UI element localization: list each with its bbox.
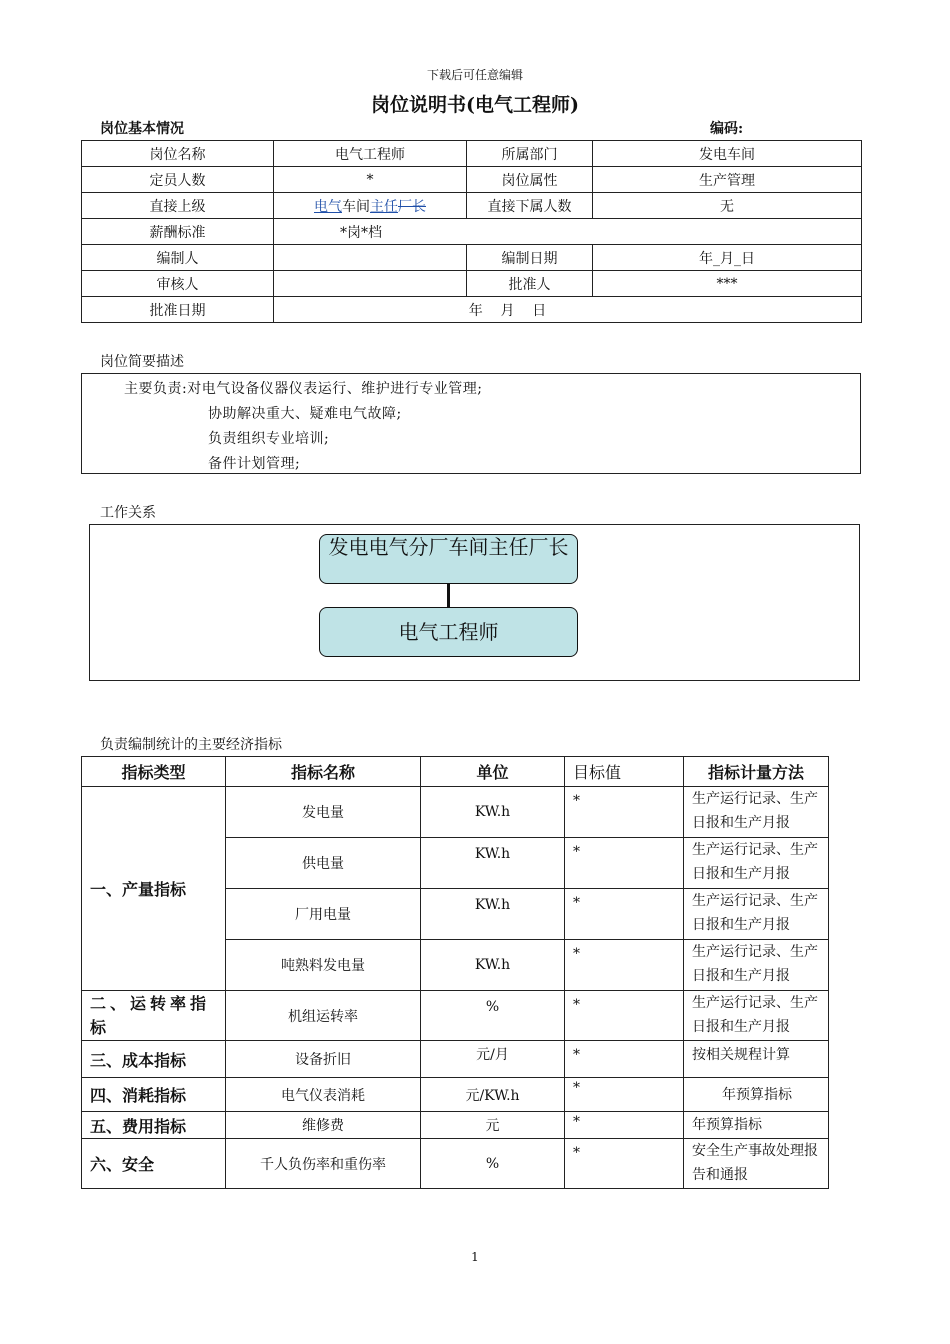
- table-row: [82, 193, 862, 219]
- table-row: [82, 1139, 829, 1189]
- column-header: 指标名称: [226, 757, 421, 787]
- table-row: [82, 167, 862, 193]
- page-number: 1: [471, 1250, 479, 1264]
- value-cell: 无: [593, 193, 862, 219]
- indicator-unit: KW.h: [421, 838, 565, 889]
- table-row: [82, 297, 862, 323]
- table-row: [82, 787, 829, 838]
- table-row: [82, 219, 862, 245]
- label-cell: 定员人数: [82, 167, 274, 193]
- label-cell: 批准人: [467, 271, 593, 297]
- column-header: 指标计量方法: [684, 757, 829, 787]
- description-line: 负责组织专业培训;: [208, 431, 330, 447]
- indicator-method: 生产运行记录、生产日报和生产月报: [684, 991, 829, 1041]
- value-cell: *岗*档: [274, 219, 862, 245]
- table-row: [82, 245, 862, 271]
- indicator-method: 生产运行记录、生产日报和生产月报: [684, 889, 829, 940]
- indicator-unit: %: [421, 1139, 565, 1189]
- value-cell: ***: [593, 271, 862, 297]
- indicator-method: 安全生产事故处理报告和通报: [684, 1139, 829, 1189]
- value-cell: 年 月 日: [274, 297, 862, 323]
- indicator-name: 吨熟料发电量: [226, 940, 421, 991]
- category-cell: 六、安全: [82, 1139, 226, 1189]
- value-cell: [274, 271, 467, 297]
- basic-info-table: [81, 140, 862, 323]
- superior-node: 发电电气分厂车间主任厂长: [319, 534, 578, 584]
- label-cell: 岗位属性: [467, 167, 593, 193]
- indicator-name: 厂用电量: [226, 889, 421, 940]
- indicator-method: 生产运行记录、生产日报和生产月报: [684, 838, 829, 889]
- indicator-name: 机组运转率: [226, 991, 421, 1041]
- indicator-method: 按相关规程计算: [684, 1041, 829, 1078]
- value-cell: [274, 245, 467, 271]
- value-cell: *: [274, 167, 467, 193]
- label-cell: 直接下属人数: [467, 193, 593, 219]
- supervisor-part: 车间: [342, 198, 370, 215]
- indicator-target: *: [565, 838, 684, 889]
- indicator-name: 设备折旧: [226, 1041, 421, 1078]
- description-section-label: 岗位简要描述: [100, 354, 184, 370]
- indicator-name: 维修费: [226, 1112, 421, 1139]
- indicators-section-label: 负责编制统计的主要经济指标: [100, 737, 282, 753]
- indicator-name: 千人负伤率和重伤率: [226, 1139, 421, 1189]
- indicator-method: 生产运行记录、生产日报和生产月报: [684, 940, 829, 991]
- column-header: 指标类型: [82, 757, 226, 787]
- category-cell: 一、产量指标: [82, 787, 226, 991]
- indicator-method: 年预算指标: [684, 1112, 829, 1139]
- table-row: [82, 991, 829, 1041]
- indicator-target: *: [565, 1112, 684, 1139]
- org-chart: [89, 524, 860, 681]
- label-cell: 编制日期: [467, 245, 593, 271]
- label-cell: 直接上级: [82, 193, 274, 219]
- supervisor-part-link[interactable]: 主任: [370, 198, 398, 215]
- header-row: [82, 757, 829, 787]
- table-row: [82, 1112, 829, 1139]
- table-row: [82, 141, 862, 167]
- indicators-table: [81, 756, 829, 1189]
- column-header: 单位: [421, 757, 565, 787]
- indicator-name: 供电量: [226, 838, 421, 889]
- indicator-target: *: [565, 787, 684, 838]
- document-title: 岗位说明书(电气工程师): [371, 94, 579, 116]
- indicator-method: 年预算指标: [684, 1078, 829, 1112]
- category-cell: 五、费用指标: [82, 1112, 226, 1139]
- indicator-target: *: [565, 1078, 684, 1112]
- supervisor-part-struck: 厂长: [398, 198, 426, 215]
- description-box: [81, 373, 861, 474]
- label-cell: 审核人: [82, 271, 274, 297]
- basic-section-label: 岗位基本情况: [100, 121, 184, 137]
- value-cell: 年_月_日: [593, 245, 862, 271]
- code-label: 编码:: [710, 121, 744, 137]
- indicator-unit: KW.h: [421, 940, 565, 991]
- indicator-target: *: [565, 940, 684, 991]
- table-row: [82, 1078, 829, 1112]
- category-cell: 四、消耗指标: [82, 1078, 226, 1112]
- supervisor-part-link[interactable]: 电气: [314, 198, 342, 215]
- description-line: 协助解决重大、疑难电气故障;: [208, 406, 402, 422]
- indicator-target: *: [565, 1041, 684, 1078]
- description-line: 备件计划管理;: [208, 456, 301, 472]
- indicator-unit: KW.h: [421, 889, 565, 940]
- indicator-target: *: [565, 1139, 684, 1189]
- table-row: [82, 1041, 829, 1078]
- indicator-unit: 元: [421, 1112, 565, 1139]
- value-cell: 电气工程师: [274, 141, 467, 167]
- indicator-target: *: [565, 889, 684, 940]
- value-cell: 发电车间: [593, 141, 862, 167]
- org-connector: [447, 584, 450, 607]
- indicator-name: 发电量: [226, 787, 421, 838]
- indicator-unit: KW.h: [421, 787, 565, 838]
- category-cell: 二、运转率指标: [82, 991, 226, 1041]
- label-cell: 所属部门: [467, 141, 593, 167]
- indicator-unit: 元/月: [421, 1041, 565, 1078]
- indicator-name: 电气仪表消耗: [226, 1078, 421, 1112]
- supervisor-cell: [274, 193, 467, 219]
- self-node: 电气工程师: [319, 607, 578, 657]
- relations-section-label: 工作关系: [100, 505, 156, 521]
- column-header: 目标值: [565, 757, 684, 787]
- label-cell: 编制人: [82, 245, 274, 271]
- label-cell: 岗位名称: [82, 141, 274, 167]
- indicator-method: 生产运行记录、生产日报和生产月报: [684, 787, 829, 838]
- category-cell: 三、成本指标: [82, 1041, 226, 1078]
- label-cell: 批准日期: [82, 297, 274, 323]
- indicator-target: *: [565, 991, 684, 1041]
- table-row: [82, 271, 862, 297]
- label-cell: 薪酬标准: [82, 219, 274, 245]
- indicator-unit: %: [421, 991, 565, 1041]
- header-note: 下载后可任意编辑: [426, 68, 523, 82]
- value-cell: 生产管理: [593, 167, 862, 193]
- description-line: 主要负责:对电气设备仪器仪表运行、维护进行专业管理;: [124, 381, 483, 397]
- indicator-unit: 元/KW.h: [421, 1078, 565, 1112]
